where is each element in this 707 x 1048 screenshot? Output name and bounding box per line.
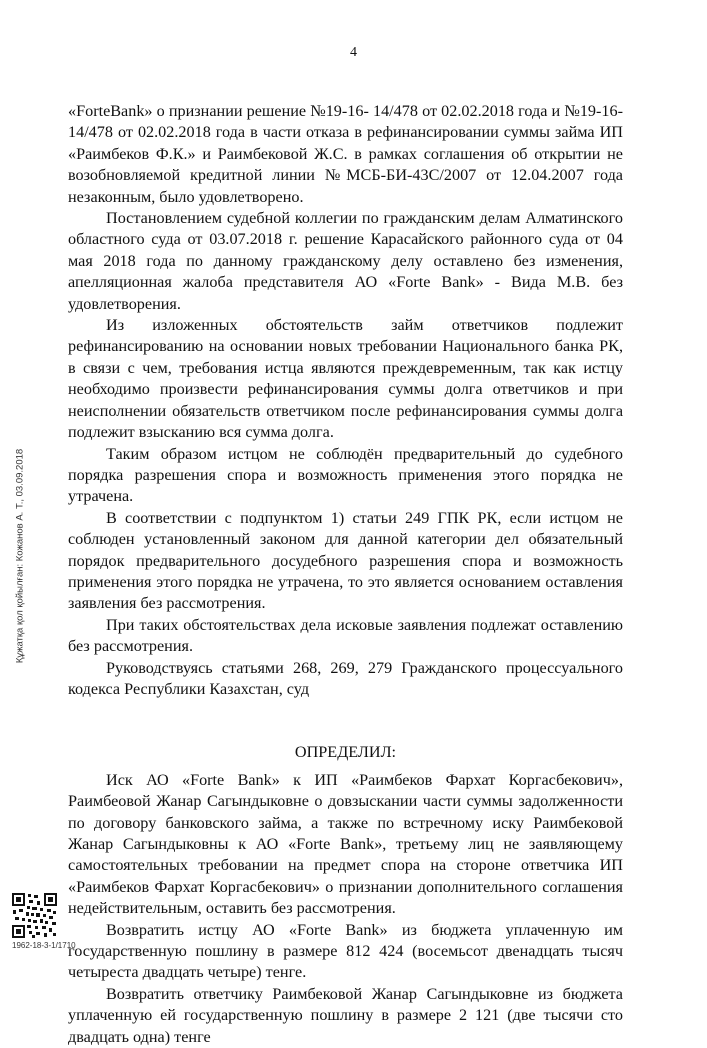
decision-paragraph: Иск АО «Forte Bank» к ИП «Раимбеков Фархат Коргасбекович», Раимбеовой Жанар Сагындыковне о довзыскании части суммы задолженности по договору банковского займа, а также по встречному иску Раимбековой Жанар Сагындыковны к АО «Forte Bank», третьему лиц не заявляющему самостоятельных требовании на предмет спора на стороне ответчика ИП «Раимбеков Фархат Коргасбекович» о признании дополнительного соглашения недействительным, оставить без рассмотрения. <box>68 770 623 918</box>
document-body <box>68 101 623 1048</box>
paragraph: Руководствуясь статьями 268, 269, 279 Гражданского процессуального кодекса Республики Казахстан, суд <box>68 658 623 698</box>
page-number: 4 <box>350 45 357 60</box>
decision-paragraph: Возвратить ответчику Раимбековой Жанар Сагындыковне из бюджета уплаченную ей государственную пошлину в размере 2 121 (две тысячи сто двадцать одна) тенге <box>68 984 623 1046</box>
document-code: 1962-18-3-1/1710 <box>12 941 76 950</box>
paragraph: При таких обстоятельствах дела исковые заявления подлежат оставлению без рассмотрения. <box>68 615 623 656</box>
paragraph: «ForteBank» о признании решение №19-16- 14/478 от 02.02.2018 года и №19-16-14/478 от 02.02.2018 года в части отказа в рефинансировании суммы займа ИП «Раимбеков Ф.К.» и Раимбековой Ж.С. в рамках соглашения об открытии не возобновляемой кредитной линии №МСБ-БИ-43С/2007 от 12.04.2007 года незаконным, было удовлетворено. <box>68 102 623 206</box>
paragraph: Таким образом истцом не соблюдён предварительный до судебного порядка разрешения спора и возможность применения этого порядка не утрачена. <box>68 444 623 506</box>
paragraph: Из изложенных обстоятельств займ ответчиков подлежит рефинансированию на основании новых требовании Национального банка РК, в связи с чем, требования истца являются преждевременным, так как истцу необходимо произвести рефинансирования суммы долга ответчиков и при неисполнении обязательств ответчиком после рефинансирования суммы долга подлежит взысканию вся сумма долга. <box>68 316 623 442</box>
paragraph: В соответствии с подпунктом 1) статьи 249 ГПК РК, если истцом не соблюден установленный законом для данной категории дел обязательный порядок предварительного досудебного разрешения спора и возможность применения этого порядка не утрачена, то это является основанием оставления заявления без рассмотрения. <box>68 508 623 613</box>
paragraph: Постановлением судебной коллегии по гражданским делам Алматинского областного суда от 03.07.2018 г. решение Карасайского районного суда от 04 мая 2018 года по данному гражданскому делу оставлено без изменения, апелляционная жалоба представителя АО «Forte Bank» - Вида М.В. без удовлетворения. <box>68 209 623 313</box>
decision-paragraph: Возвратить истцу АО «Forte Bank» из бюджета уплаченную им государственную пошлину в размере 812 424 (восемьсот двенадцать тысяч четыреста двадцать четыре) тенге. <box>68 920 623 982</box>
decision-heading: ОПРЕДЕЛИЛ: <box>294 743 397 762</box>
signature-stamp-vertical: Құжатқа қол қойылған: Кожанов А. Т., 03.09.2018 <box>14 448 26 664</box>
qr-code-icon <box>12 893 57 938</box>
